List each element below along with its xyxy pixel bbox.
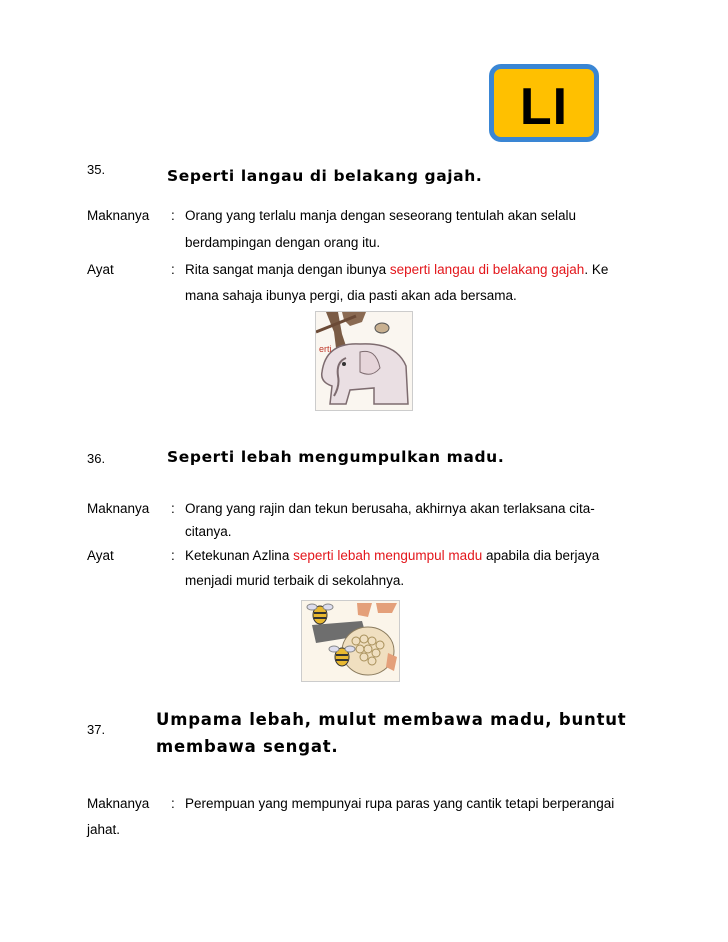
colon: :: [171, 262, 175, 277]
entry-title: Seperti lebah mengumpulkan madu.: [167, 448, 505, 466]
illustration-caption: erti: [319, 344, 332, 354]
example-highlight: seperti lebah mengumpul madu: [293, 548, 483, 563]
meaning-label: Maknanya: [87, 208, 150, 223]
entry-number: 36.: [87, 451, 106, 466]
example-text-pre: Rita sangat manja dengan ibunya: [185, 262, 390, 277]
example-text: [185, 261, 608, 278]
meaning-text: Orang yang terlalu manja dengan seseorang tentulah akan selalu: [185, 208, 577, 223]
example-text-cont: mana sahaja ibunya pergi, dia pasti akan ada bersama.: [185, 288, 517, 303]
badge-label: LI: [519, 78, 569, 136]
colon: :: [171, 501, 175, 516]
colon: :: [171, 796, 175, 811]
example-text-post: . Ke: [584, 262, 609, 277]
colon: :: [171, 208, 175, 223]
example-text-post: apabila dia berjaya: [482, 548, 600, 563]
example-label: Ayat: [87, 548, 114, 563]
meaning-label: Maknanya: [87, 501, 150, 516]
entry-title: Seperti langau di belakang gajah.: [167, 167, 483, 185]
example-text: [185, 547, 599, 564]
meaning-text-cont: berdampingan dengan orang itu.: [185, 235, 381, 250]
entry-title-cont: membawa sengat.: [156, 737, 339, 756]
meaning-text-cont: jahat.: [87, 822, 121, 837]
meaning-text: Perempuan yang mempunyai rupa paras yang cantik tetapi berperangai: [185, 796, 615, 811]
level-badge: [489, 64, 599, 142]
entry-number: 35.: [87, 162, 106, 177]
colon: :: [171, 548, 175, 563]
meaning-label: Maknanya: [87, 796, 150, 811]
example-label: Ayat: [87, 262, 114, 277]
example-text-cont: menjadi murid terbaik di sekolahnya.: [185, 573, 405, 588]
meaning-text-cont: citanya.: [185, 524, 232, 539]
meaning-text: Orang yang rajin dan tekun berusaha, akhirnya akan terlaksana cita-: [185, 501, 595, 516]
entry-title: Umpama lebah, mulut membawa madu, buntut: [156, 710, 627, 729]
example-text-pre: Ketekunan Azlina: [185, 548, 294, 563]
bees-honeycomb-illustration: [301, 600, 400, 682]
entry-number: 37.: [87, 722, 106, 737]
elephant-fly-illustration: [315, 311, 413, 411]
example-highlight: seperti langau di belakang gajah: [389, 262, 585, 277]
